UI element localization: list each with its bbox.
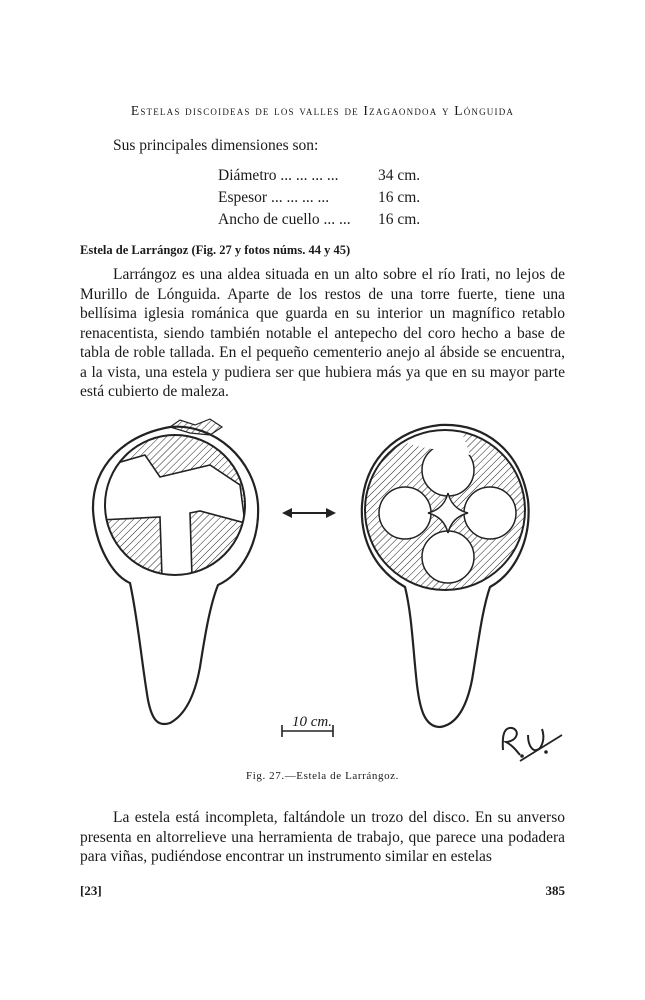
dimension-row — [218, 209, 420, 231]
dimension-label: Diámetro ... ... ... ... — [218, 167, 339, 184]
dimension-value: 16 cm. — [378, 189, 421, 206]
dimension-label: Ancho de cuello ... ... — [218, 211, 351, 228]
paragraph-text: Larrángoz es una aldea situada en un alto sobre el río Irati, no lejos de Murillo de Lónguida. Aparte de los restos de una torre fuerte, tiene una bellísima iglesia románica que guarda en su interior un magnífico retablo renacentista, siendo también notable el antepecho del coro hecho a base de tabla de roble tallada. En el pequeño cementerio anejo al ábside se encuentra, a la vista, una estela y pudiera ser que hubiera más ya que en su mayor parte está cubierto de maleza. — [80, 266, 565, 400]
page-number: 385 — [545, 883, 565, 898]
body-paragraph — [80, 265, 565, 402]
stele-drawings — [0, 405, 645, 765]
section-heading: Estela de Larrángoz (Fig. 27 y fotos núms. 44 y 45) — [80, 243, 351, 257]
dimension-row — [218, 187, 420, 209]
scale-label: 10 cm. — [292, 714, 332, 730]
dimension-row — [218, 165, 420, 187]
dimensions-table — [218, 165, 420, 231]
signature — [503, 728, 562, 761]
stele-obverse-drawing — [93, 419, 258, 724]
running-head: Estelas discoideas de los valles de Izagaondoa y Lónguida — [130, 103, 515, 118]
dimensions-intro: Sus principales dimensiones son: — [113, 137, 319, 154]
double-arrow-icon — [282, 508, 336, 518]
section-folio: [23] — [80, 883, 102, 898]
paragraph-text: La estela está incompleta, faltándole un trozo del disco. En su anverso presenta en altorrelieve una herramienta de trabajo, que parece una podadera para viñas, pudiéndose encontrar un instrumento similar en estelas — [80, 809, 565, 865]
dimension-value: 16 cm. — [378, 211, 421, 228]
body-paragraph — [80, 808, 565, 867]
figure-27 — [0, 405, 645, 765]
dimension-label: Espesor ... ... ... ... — [218, 189, 330, 206]
stele-reverse-drawing — [360, 425, 530, 727]
dimension-value: 34 cm. — [378, 167, 421, 184]
figure-caption: Fig. 27.—Estela de Larrángoz. — [245, 770, 400, 782]
